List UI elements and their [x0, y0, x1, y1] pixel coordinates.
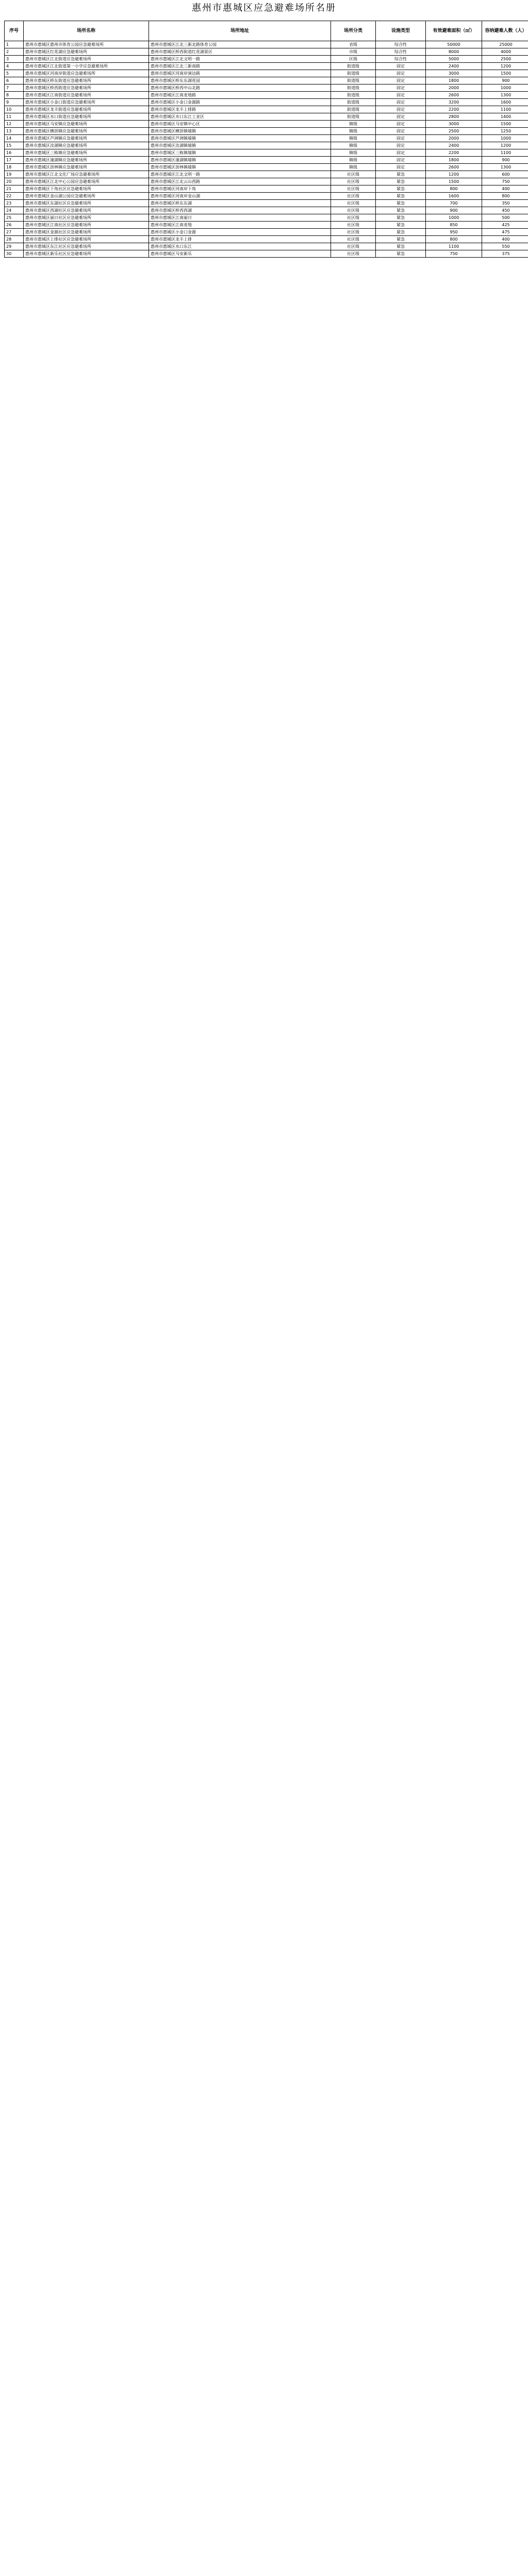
cell-kind: 紧急: [376, 171, 426, 178]
cell-name: 惠州市惠城区新乐社区应急避难场所: [24, 250, 149, 258]
cell-type: 社区级: [331, 214, 376, 222]
cell-capacity: 2500: [482, 56, 528, 63]
cell-no: 10: [5, 106, 24, 113]
table-row: [5, 157, 528, 164]
cell-capacity: 1100: [482, 149, 528, 157]
cell-area: 800: [426, 236, 482, 243]
cell-no: 7: [5, 84, 24, 92]
cell-type: 镇级: [331, 121, 376, 128]
cell-type: 社区级: [331, 193, 376, 200]
cell-no: 13: [5, 128, 24, 135]
cell-name: 惠州市惠城区水口街道应急避难场所: [24, 113, 149, 121]
header-name: 场所名称: [24, 21, 149, 41]
cell-area: 2000: [426, 84, 482, 92]
cell-kind: 固定: [376, 135, 426, 142]
table-row: [5, 56, 528, 63]
cell-kind: 固定: [376, 121, 426, 128]
cell-kind: 紧急: [376, 193, 426, 200]
cell-name: 惠州市惠城区红花湖应急避难场所: [24, 48, 149, 56]
cell-no: 6: [5, 77, 24, 84]
cell-kind: 紧急: [376, 207, 426, 214]
cell-capacity: 1500: [482, 121, 528, 128]
cell-capacity: 900: [482, 157, 528, 164]
table-row: [5, 135, 528, 142]
cell-capacity: 1600: [482, 99, 528, 106]
cell-name: 惠州市惠城区西湖社区应急避难场所: [24, 207, 149, 214]
cell-address: 惠州市惠城区芦洲镇墟镇: [149, 135, 331, 142]
cell-no: 16: [5, 149, 24, 157]
cell-area: 700: [426, 200, 482, 207]
cell-address: 惠州市惠城区桥西中山北路: [149, 84, 331, 92]
cell-type: 街道级: [331, 70, 376, 77]
table-row: [5, 63, 528, 70]
cell-capacity: 900: [482, 77, 528, 84]
cell-no: 28: [5, 236, 24, 243]
cell-capacity: 1300: [482, 164, 528, 171]
cell-area: 5000: [426, 56, 482, 63]
cell-kind: 固定: [376, 77, 426, 84]
cell-type: 社区级: [331, 207, 376, 214]
cell-no: 12: [5, 121, 24, 128]
cell-type: 镇级: [331, 157, 376, 164]
cell-kind: 综合性: [376, 48, 426, 56]
cell-area: 1000: [426, 214, 482, 222]
cell-kind: 紧急: [376, 243, 426, 250]
cell-name: 惠州市惠城区江北街道第一小学应急避难场所: [24, 63, 149, 70]
cell-type: 街道级: [331, 84, 376, 92]
table-row: [5, 106, 528, 113]
cell-area: 800: [426, 185, 482, 193]
cell-name: 惠州市惠城区潼湖镇应急避难场所: [24, 157, 149, 164]
cell-type: 镇级: [331, 164, 376, 171]
cell-no: 19: [5, 171, 24, 178]
cell-name: 惠州市惠城区丽日社区应急避难场所: [24, 214, 149, 222]
cell-type: 社区级: [331, 222, 376, 229]
table-row: [5, 250, 528, 258]
cell-name: 惠州市惠城区江南街道应急避难场所: [24, 92, 149, 99]
cell-kind: 固定: [376, 63, 426, 70]
cell-address: 惠州市惠城区河南岸演达路: [149, 70, 331, 77]
cell-no: 14: [5, 135, 24, 142]
cell-kind: 固定: [376, 70, 426, 77]
cell-type: 社区级: [331, 171, 376, 178]
cell-name: 惠州市惠城区江北文化广场应急避难场所: [24, 171, 149, 178]
table-row: [5, 200, 528, 207]
cell-name: 惠州市惠城区芦洲镇应急避难场所: [24, 135, 149, 142]
cell-capacity: 1000: [482, 84, 528, 92]
cell-name: 惠州市惠城区汝湖镇应急避难场所: [24, 142, 149, 149]
shelter-roster-table: [4, 21, 528, 258]
cell-name: 惠州市惠城区江北街道应急避难场所: [24, 56, 149, 63]
cell-address: 惠州市惠城区江南麦地: [149, 222, 331, 229]
table-row: [5, 229, 528, 236]
cell-capacity: 1200: [482, 63, 528, 70]
cell-no: 29: [5, 243, 24, 250]
cell-area: 2000: [426, 135, 482, 142]
cell-area: 2800: [426, 113, 482, 121]
table-header: [5, 21, 528, 41]
cell-name: 惠州市惠城区河南岸街道应急避难场所: [24, 70, 149, 77]
cell-capacity: 600: [482, 171, 528, 178]
cell-no: 2: [5, 48, 24, 56]
cell-address: 惠州市惠城区小金口金源: [149, 229, 331, 236]
cell-area: 900: [426, 207, 482, 214]
cell-kind: 固定: [376, 128, 426, 135]
cell-capacity: 1200: [482, 142, 528, 149]
cell-address: 惠州市惠城区三栋镇墟镇: [149, 149, 331, 157]
cell-capacity: 1000: [482, 135, 528, 142]
cell-no: 1: [5, 41, 24, 48]
cell-address: 惠州市惠城区桥东东湖花园: [149, 77, 331, 84]
cell-area: 2400: [426, 142, 482, 149]
cell-no: 8: [5, 92, 24, 99]
cell-no: 23: [5, 200, 24, 207]
cell-address: 惠州市惠城区小金口金源路: [149, 99, 331, 106]
cell-capacity: 25000: [482, 41, 528, 48]
cell-no: 20: [5, 178, 24, 185]
cell-type: 街道级: [331, 77, 376, 84]
cell-address: 惠州市惠城区水口东江工业区: [149, 113, 331, 121]
cell-address: 惠州市惠城区龙丰上排: [149, 236, 331, 243]
table-row: [5, 70, 528, 77]
cell-kind: 紧急: [376, 185, 426, 193]
cell-address: 惠州市惠城区河南岸金山湖: [149, 193, 331, 200]
cell-area: 2400: [426, 63, 482, 70]
header-capacity: 容纳避难人数（人）: [482, 21, 528, 41]
table-row: [5, 113, 528, 121]
cell-type: 社区级: [331, 178, 376, 185]
table-row: [5, 164, 528, 171]
cell-no: 17: [5, 157, 24, 164]
table-row: [5, 149, 528, 157]
table-row: [5, 48, 528, 56]
cell-kind: 固定: [376, 106, 426, 113]
cell-address: 惠州市惠城区桥西街道红花湖景区: [149, 48, 331, 56]
cell-type: 镇级: [331, 135, 376, 142]
cell-name: 惠州市惠城区马安镇应急避难场所: [24, 121, 149, 128]
table-row: [5, 142, 528, 149]
cell-kind: 紧急: [376, 229, 426, 236]
table-row: [5, 84, 528, 92]
cell-type: 省级: [331, 41, 376, 48]
cell-name: 惠州市惠城区金源社区应急避难场所: [24, 229, 149, 236]
cell-area: 3200: [426, 99, 482, 106]
cell-kind: 紧急: [376, 250, 426, 258]
cell-no: 25: [5, 214, 24, 222]
cell-address: 惠州市惠城区江北文明一路: [149, 171, 331, 178]
cell-name: 惠州市惠城区东江社区应急避难场所: [24, 243, 149, 250]
cell-no: 26: [5, 222, 24, 229]
cell-no: 30: [5, 250, 24, 258]
cell-type: 社区级: [331, 185, 376, 193]
cell-area: 2200: [426, 106, 482, 113]
table-row: [5, 178, 528, 185]
cell-address: 惠州市惠城区马安镇中心区: [149, 121, 331, 128]
cell-no: 22: [5, 193, 24, 200]
cell-address: 惠州市惠城区江北三新北路体育公园: [149, 41, 331, 48]
cell-area: 2500: [426, 128, 482, 135]
cell-address: 惠州市惠城区桥东东湖: [149, 200, 331, 207]
cell-capacity: 450: [482, 207, 528, 214]
cell-address: 惠州市惠城区潼湖镇墟镇: [149, 157, 331, 164]
cell-address: 惠州市惠城区龙丰上排路: [149, 106, 331, 113]
cell-no: 27: [5, 229, 24, 236]
cell-capacity: 550: [482, 243, 528, 250]
cell-address: 惠州市惠城区江北云山西路: [149, 178, 331, 185]
header-kind: 设施类型: [376, 21, 426, 41]
cell-area: 850: [426, 222, 482, 229]
cell-kind: 紧急: [376, 236, 426, 243]
cell-kind: 固定: [376, 164, 426, 171]
cell-no: 11: [5, 113, 24, 121]
cell-address: 惠州市惠城区江南麦地路: [149, 92, 331, 99]
cell-type: 镇级: [331, 142, 376, 149]
cell-area: 750: [426, 250, 482, 258]
cell-type: 镇级: [331, 128, 376, 135]
cell-name: 惠州市惠城区惠州市体育公园应急避难场所: [24, 41, 149, 48]
table-row: [5, 77, 528, 84]
cell-kind: 固定: [376, 149, 426, 157]
cell-kind: 紧急: [376, 222, 426, 229]
cell-no: 3: [5, 56, 24, 63]
cell-name: 惠州市惠城区小金口街道应急避难场所: [24, 99, 149, 106]
cell-type: 社区级: [331, 250, 376, 258]
cell-no: 15: [5, 142, 24, 149]
cell-address: 惠州市惠城区水口东江: [149, 243, 331, 250]
cell-capacity: 1100: [482, 106, 528, 113]
cell-area: 2600: [426, 164, 482, 171]
cell-type: 街道级: [331, 106, 376, 113]
cell-capacity: 375: [482, 250, 528, 258]
cell-kind: 紧急: [376, 178, 426, 185]
cell-area: 950: [426, 229, 482, 236]
cell-type: 社区级: [331, 200, 376, 207]
cell-name: 惠州市惠城区金山湖公园应急避难场所: [24, 193, 149, 200]
cell-kind: 固定: [376, 113, 426, 121]
cell-no: 9: [5, 99, 24, 106]
header-type: 场所分类: [331, 21, 376, 41]
cell-kind: 紧急: [376, 200, 426, 207]
cell-type: 镇级: [331, 149, 376, 157]
cell-name: 惠州市惠城区江北中心公园应急避难场所: [24, 178, 149, 185]
table-row: [5, 243, 528, 250]
cell-kind: 综合性: [376, 41, 426, 48]
cell-kind: 固定: [376, 99, 426, 106]
cell-name: 惠州市惠城区桥东街道应急避难场所: [24, 77, 149, 84]
cell-no: 18: [5, 164, 24, 171]
table-row: [5, 193, 528, 200]
cell-kind: 紧急: [376, 214, 426, 222]
cell-area: 2600: [426, 92, 482, 99]
cell-type: 社区级: [331, 243, 376, 250]
cell-type: 市级: [331, 48, 376, 56]
cell-area: 3000: [426, 121, 482, 128]
cell-kind: 综合性: [376, 56, 426, 63]
cell-address: 惠州市惠城区横沥镇墟镇: [149, 128, 331, 135]
table-row: [5, 41, 528, 48]
header-row: [5, 21, 528, 41]
cell-address: 惠州市惠城区汝湖镇墟镇: [149, 142, 331, 149]
cell-address: 惠州市惠城区江北三新南路: [149, 63, 331, 70]
cell-address: 惠州市惠城区河南岸下角: [149, 185, 331, 193]
cell-no: 21: [5, 185, 24, 193]
cell-name: 惠州市惠城区三栋镇应急避难场所: [24, 149, 149, 157]
cell-capacity: 350: [482, 200, 528, 207]
cell-area: 1200: [426, 171, 482, 178]
cell-type: 区级: [331, 56, 376, 63]
cell-kind: 固定: [376, 84, 426, 92]
cell-capacity: 1250: [482, 128, 528, 135]
table-row: [5, 214, 528, 222]
cell-name: 惠州市惠城区横沥镇应急避难场所: [24, 128, 149, 135]
cell-type: 社区级: [331, 229, 376, 236]
cell-area: 1800: [426, 77, 482, 84]
cell-name: 惠州市惠城区江南社区应急避难场所: [24, 222, 149, 229]
cell-type: 街道级: [331, 92, 376, 99]
cell-capacity: 400: [482, 236, 528, 243]
cell-address: 惠州市惠城区沥林镇墟镇: [149, 164, 331, 171]
cell-capacity: 500: [482, 214, 528, 222]
cell-capacity: 1300: [482, 92, 528, 99]
table-row: [5, 171, 528, 178]
cell-capacity: 4000: [482, 48, 528, 56]
cell-capacity: 1400: [482, 113, 528, 121]
cell-name: 惠州市惠城区上排社区应急避难场所: [24, 236, 149, 243]
table-row: [5, 222, 528, 229]
cell-address: 惠州市惠城区江北文明一路: [149, 56, 331, 63]
header-address: 场所地址: [149, 21, 331, 41]
cell-area: 1600: [426, 193, 482, 200]
cell-area: 8000: [426, 48, 482, 56]
cell-area: 1800: [426, 157, 482, 164]
cell-no: 4: [5, 63, 24, 70]
cell-address: 惠州市惠城区马安新乐: [149, 250, 331, 258]
header-no: 序号: [5, 21, 24, 41]
cell-address: 惠州市惠城区江南丽日: [149, 214, 331, 222]
cell-no: 5: [5, 70, 24, 77]
cell-capacity: 750: [482, 178, 528, 185]
cell-name: 惠州市惠城区东湖社区应急避难场所: [24, 200, 149, 207]
cell-area: 2200: [426, 149, 482, 157]
cell-name: 惠州市惠城区下角社区应急避难场所: [24, 185, 149, 193]
cell-kind: 固定: [376, 157, 426, 164]
document-title: 惠州市惠城区应急避难场所名册: [192, 3, 336, 13]
table-row: [5, 185, 528, 193]
cell-name: 惠州市惠城区龙丰街道应急避难场所: [24, 106, 149, 113]
cell-kind: 固定: [376, 92, 426, 99]
cell-address: 惠州市惠城区桥西西湖: [149, 207, 331, 214]
cell-type: 社区级: [331, 236, 376, 243]
cell-area: 1500: [426, 178, 482, 185]
cell-capacity: 400: [482, 185, 528, 193]
table-row: [5, 99, 528, 106]
table-row: [5, 92, 528, 99]
cell-capacity: 425: [482, 222, 528, 229]
cell-capacity: 800: [482, 193, 528, 200]
cell-type: 街道级: [331, 113, 376, 121]
cell-name: 惠州市惠城区沥林镇应急避难场所: [24, 164, 149, 171]
cell-area: 3000: [426, 70, 482, 77]
cell-capacity: 475: [482, 229, 528, 236]
table-body: [5, 41, 528, 258]
cell-type: 街道级: [331, 63, 376, 70]
cell-area: 1100: [426, 243, 482, 250]
cell-name: 惠州市惠城区桥西街道应急避难场所: [24, 84, 149, 92]
cell-type: 街道级: [331, 99, 376, 106]
cell-kind: 固定: [376, 142, 426, 149]
table-row: [5, 121, 528, 128]
header-area: 有效避难面积（㎡）: [426, 21, 482, 41]
table-row: [5, 128, 528, 135]
table-row: [5, 207, 528, 214]
cell-no: 24: [5, 207, 24, 214]
table-row: [5, 236, 528, 243]
cell-capacity: 1500: [482, 70, 528, 77]
cell-area: 50000: [426, 41, 482, 48]
